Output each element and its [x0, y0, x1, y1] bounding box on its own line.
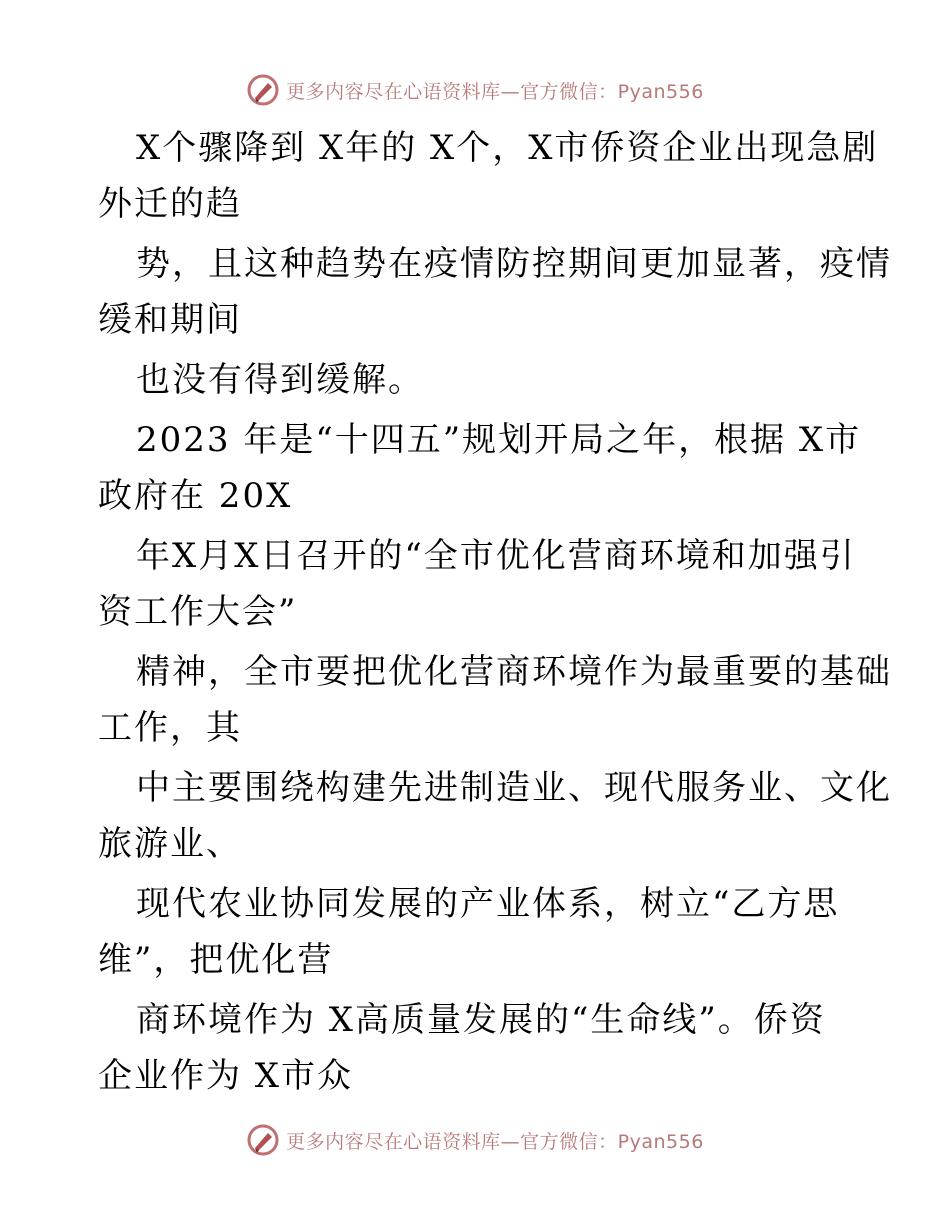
text-line: X个骤降到 X年的 X个，X市侨资企业出现急剧 — [136, 128, 879, 168]
text-line: 旅游业、 — [98, 824, 242, 864]
text-line: 缓和期间 — [98, 300, 242, 340]
text-line: 势，且这种趋势在疫情防控期间更加显著，疫情 — [136, 244, 892, 284]
text-line: 中主要围绕构建先进制造业、现代服务业、文化 — [136, 768, 892, 808]
pen-logo-icon — [246, 1123, 280, 1157]
header-watermark — [0, 70, 950, 110]
text-line: 也没有得到缓解。 — [136, 360, 424, 400]
text-line: 年X月X日召开的“全市优化营商环境和加强引 — [136, 536, 856, 576]
watermark-text: 更多内容尽在心语资料库—官方微信：Pyan556 — [286, 80, 704, 103]
text-line: 现代农业协同发展的产业体系，树立“乙方思 — [136, 884, 840, 924]
text-line: 资工作大会” — [98, 592, 298, 632]
text-line: 维”，把优化营 — [98, 940, 334, 980]
text-line: 企业作为 X市众 — [98, 1056, 354, 1096]
footer-watermark — [0, 1120, 950, 1160]
text-line: 外迁的趋 — [98, 184, 242, 224]
text-line: 精神，全市要把优化营商环境作为最重要的基础 — [136, 652, 892, 692]
text-line: 工作，其 — [98, 708, 242, 748]
pen-logo-icon — [246, 73, 280, 107]
watermark-text: 更多内容尽在心语资料库—官方微信：Pyan556 — [286, 1130, 704, 1153]
text-line: 政府在 20X — [98, 476, 293, 516]
text-line: 商环境作为 X高质量发展的“生命线”。侨资 — [136, 1000, 826, 1040]
text-line: 2023 年是“十四五”规划开局之年，根据 X市 — [136, 420, 862, 460]
